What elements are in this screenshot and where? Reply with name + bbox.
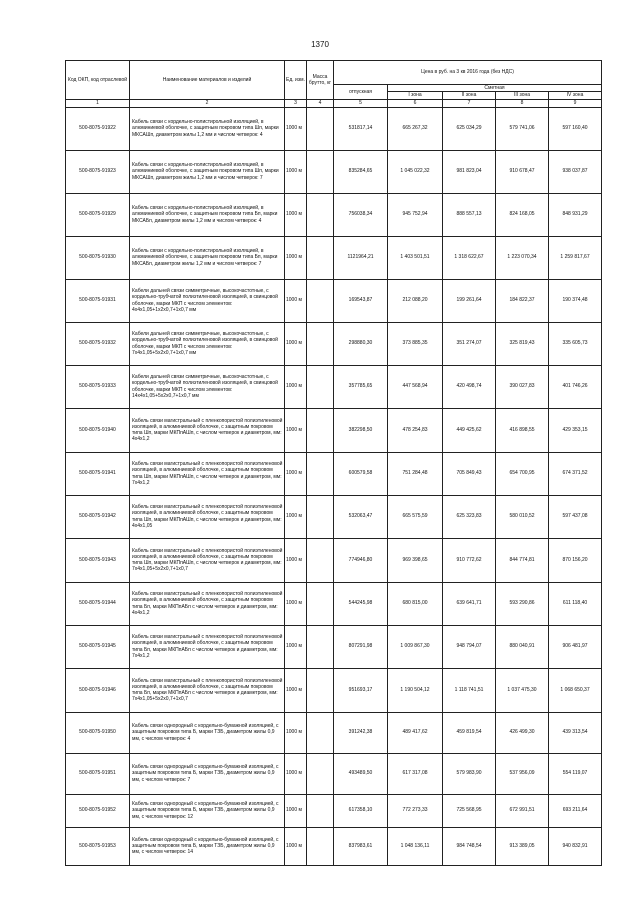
table-row <box>66 322 602 365</box>
col-number: 3 <box>285 99 307 107</box>
item-code: 500-8075-91944 <box>66 582 130 625</box>
price-zone-2: 725 568,95 <box>443 794 496 827</box>
table-row <box>66 107 602 150</box>
price-zone-3: 390 027,83 <box>496 365 549 408</box>
item-code: 500-8075-91930 <box>66 236 130 279</box>
price-zone-4: 870 156,20 <box>549 538 602 582</box>
price-zone-4: 848 931,29 <box>549 193 602 236</box>
price-zone-4: 693 211,64 <box>549 794 602 827</box>
table-row <box>66 408 602 452</box>
price-zone-1: 772 273,33 <box>388 794 443 827</box>
price-zone-1: 1 403 501,51 <box>388 236 443 279</box>
item-mass <box>307 322 334 365</box>
header-zone-3: III зона <box>496 92 549 99</box>
header-zone-1: I зона <box>388 92 443 99</box>
price-zone-1: 1 045 022,32 <box>388 150 443 193</box>
price-zone-2: 910 772,62 <box>443 538 496 582</box>
price-zone-1: 447 568,94 <box>388 365 443 408</box>
price-release: 807291,98 <box>334 625 388 668</box>
price-zone-1: 1 009 867,30 <box>388 625 443 668</box>
price-zone-4: 597 437,08 <box>549 495 602 538</box>
price-release: 169543,87 <box>334 279 388 322</box>
price-zone-3: 426 499,30 <box>496 712 549 753</box>
table-row <box>66 538 602 582</box>
price-release: 531817,14 <box>334 107 388 150</box>
price-zone-3: 880 040,91 <box>496 625 549 668</box>
item-name: Кабель связи однородный с кордельно-бумажной изоляцией, с защитным покровом типа Б, марки ТЗБ, диаметром жилы 0,9 мм, с числом четверок: 7 <box>130 753 285 794</box>
item-unit: 1000 м <box>285 365 307 408</box>
item-code: 500-8075-91929 <box>66 193 130 236</box>
price-zone-2: 705 849,43 <box>443 452 496 495</box>
item-unit: 1000 м <box>285 712 307 753</box>
item-code: 500-8075-91946 <box>66 668 130 712</box>
col-number: 8 <box>496 99 549 107</box>
price-zone-4: 401 746,26 <box>549 365 602 408</box>
item-code: 500-8075-91950 <box>66 712 130 753</box>
item-unit: 1000 м <box>285 753 307 794</box>
price-zone-1: 665 267,32 <box>388 107 443 150</box>
price-zone-4: 439 313,54 <box>549 712 602 753</box>
item-unit: 1000 м <box>285 408 307 452</box>
item-unit: 1000 м <box>285 107 307 150</box>
table-row <box>66 668 602 712</box>
item-mass <box>307 150 334 193</box>
price-zone-4: 335 605,73 <box>549 322 602 365</box>
price-release: 756038,34 <box>334 193 388 236</box>
item-code: 500-8075-91943 <box>66 538 130 582</box>
price-release: 774946,80 <box>334 538 388 582</box>
price-zone-3: 1 223 070,34 <box>496 236 549 279</box>
item-unit: 1000 м <box>285 668 307 712</box>
item-name: Кабель связи однородный с кордельно-бумажной изоляцией, с защитным покровом типа Б, марки ТЗБ, диаметром жилы 0,9 мм, с числом четверок: 12 <box>130 794 285 827</box>
price-zone-1: 373 885,35 <box>388 322 443 365</box>
item-unit: 1000 м <box>285 495 307 538</box>
item-name: Кабель связи с кордельно-полистирольной изоляцией, в алюминиевой оболочке, с защитным покровом типа Шп, марки МКСАШп, диаметром жилы 1,2 мм и числом четверок: 4 <box>130 107 285 150</box>
price-zone-2: 981 823,04 <box>443 150 496 193</box>
item-code: 500-8075-91932 <box>66 322 130 365</box>
item-name: Кабель связи магистральный с пленкопористой полиэтиленовой изоляцией, в алюминиевой оболочке, с защитным покровом типа Бп, марки МКПпАБп с числом четверок и диаметром, мм: 4х4х1,2 <box>130 582 285 625</box>
price-release: 951693,17 <box>334 668 388 712</box>
price-zone-3: 537 956,09 <box>496 753 549 794</box>
item-unit: 1000 м <box>285 193 307 236</box>
item-mass <box>307 538 334 582</box>
header-estimated: Сметная <box>388 85 602 92</box>
price-release: 532063,47 <box>334 495 388 538</box>
price-release: 1121964,21 <box>334 236 388 279</box>
price-zone-2: 984 748,54 <box>443 827 496 865</box>
price-zone-3: 654 700,95 <box>496 452 549 495</box>
item-unit: 1000 м <box>285 279 307 322</box>
header-price-group: Цена в руб. на 3 кв 2016 года (без НДС) <box>334 61 602 85</box>
price-zone-3: 1 037 475,30 <box>496 668 549 712</box>
price-zone-1: 1 048 136,11 <box>388 827 443 865</box>
item-mass <box>307 753 334 794</box>
price-table <box>65 60 602 866</box>
item-unit: 1000 м <box>285 236 307 279</box>
item-name: Кабель связи магистральный с пленкопористой полиэтиленовой изоляцией, в алюминиевой оболочке, с защитным покровом типа Бп, марки МКПпАБп с числом четверок и диаметром, мм: 7х4х1,05+5х2х0,7+1х0,7 <box>130 668 285 712</box>
page-number: 1370 <box>311 40 329 49</box>
item-mass <box>307 236 334 279</box>
price-zone-1: 680 815,00 <box>388 582 443 625</box>
table-row <box>66 827 602 865</box>
price-zone-3: 913 389,05 <box>496 827 549 865</box>
item-name: Кабель связи с кордельно-полистирольной изоляцией, в алюминиевой оболочке, с защитным покровом типа Шп, марки МКСАШп, диаметром жилы 1,2 мм и числом четверок: 7 <box>130 150 285 193</box>
price-zone-1: 478 254,83 <box>388 408 443 452</box>
table-row <box>66 236 602 279</box>
price-zone-4: 940 832,91 <box>549 827 602 865</box>
header-name: Наименование материалов и изделий <box>130 61 285 100</box>
item-name: Кабели дальней связи симметричные, высокочастотные, с кордельно-трубчатой полиэтиленовой изоляцией, в свинцовой оболочке, марки МКП с числом элементов: 4х4х1,05+1х2х0,7+1х0,7 мм <box>130 279 285 322</box>
table-row <box>66 753 602 794</box>
price-release: 837983,61 <box>334 827 388 865</box>
price-zone-3: 580 010,52 <box>496 495 549 538</box>
price-zone-2: 1 118 741,51 <box>443 668 496 712</box>
price-zone-2: 351 274,07 <box>443 322 496 365</box>
table-row <box>66 495 602 538</box>
price-zone-4: 554 119,07 <box>549 753 602 794</box>
col-number: 9 <box>549 99 602 107</box>
price-release: 600579,58 <box>334 452 388 495</box>
col-number: 4 <box>307 99 334 107</box>
price-zone-1: 969 398,65 <box>388 538 443 582</box>
price-release: 493489,50 <box>334 753 388 794</box>
price-zone-4: 597 160,40 <box>549 107 602 150</box>
item-code: 500-8075-91953 <box>66 827 130 865</box>
item-name: Кабель связи магистральный с пленкопористой полиэтиленовой изоляцией, в алюминиевой оболочке, с защитным покровом типа Шп, марки МКПпАШп, с числом четверок и диаметром, мм: 4х4х1,2 <box>130 408 285 452</box>
item-code: 500-8075-91922 <box>66 107 130 150</box>
item-mass <box>307 365 334 408</box>
item-code: 500-8075-91952 <box>66 794 130 827</box>
price-zone-3: 325 819,43 <box>496 322 549 365</box>
item-name: Кабель связи магистральный с пленкопористой полиэтиленовой изоляцией, в алюминиевой оболочке, с защитным покровом типа Шп, марки МКПпАШп, с числом четверок и диаметром, мм: 7х4х1,2 <box>130 452 285 495</box>
item-mass <box>307 582 334 625</box>
price-release: 357785,65 <box>334 365 388 408</box>
price-zone-3: 416 898,55 <box>496 408 549 452</box>
item-mass <box>307 107 334 150</box>
header-mass: Масса брутто, кг <box>307 61 334 100</box>
header-code: Код ОКП, код отраслевой <box>66 61 130 100</box>
item-code: 500-8075-91923 <box>66 150 130 193</box>
item-mass <box>307 279 334 322</box>
item-code: 500-8075-91933 <box>66 365 130 408</box>
item-unit: 1000 м <box>285 322 307 365</box>
price-zone-2: 948 794,07 <box>443 625 496 668</box>
price-zone-3: 579 741,06 <box>496 107 549 150</box>
item-name: Кабель связи магистральный с пленкопористой полиэтиленовой изоляцией, в алюминиевой оболочке, с защитным покровом типа Шп, марки МКПпАШп, с числом четверок и диаметром, мм: 7х4х1,05+5х2х0,7+1х0,7 <box>130 538 285 582</box>
item-name: Кабели дальней связи симметричные, высокочастотные, с кордельно-трубчатой полиэтиленовой изоляцией, в свинцовой оболочке, марки МКП с числом элементов: 14х4х1,05+5х2х0,7+1х0,7 мм <box>130 365 285 408</box>
price-zone-1: 945 752,94 <box>388 193 443 236</box>
price-release: 617358,10 <box>334 794 388 827</box>
item-code: 500-8075-91942 <box>66 495 130 538</box>
item-code: 500-8075-91940 <box>66 408 130 452</box>
item-unit: 1000 м <box>285 150 307 193</box>
price-zone-4: 611 118,40 <box>549 582 602 625</box>
price-zone-1: 665 575,59 <box>388 495 443 538</box>
item-code: 500-8075-91931 <box>66 279 130 322</box>
item-unit: 1000 м <box>285 827 307 865</box>
item-code: 500-8075-91945 <box>66 625 130 668</box>
table-row <box>66 794 602 827</box>
item-mass <box>307 452 334 495</box>
price-release: 391242,38 <box>334 712 388 753</box>
price-zone-3: 844 774,81 <box>496 538 549 582</box>
item-mass <box>307 193 334 236</box>
item-mass <box>307 408 334 452</box>
price-zone-4: 906 481,97 <box>549 625 602 668</box>
price-release: 298880,30 <box>334 322 388 365</box>
table-row <box>66 365 602 408</box>
price-zone-2: 459 819,54 <box>443 712 496 753</box>
item-mass <box>307 625 334 668</box>
item-code: 500-8075-91941 <box>66 452 130 495</box>
price-zone-4: 674 371,52 <box>549 452 602 495</box>
table-row <box>66 582 602 625</box>
table-row <box>66 193 602 236</box>
col-number: 6 <box>388 99 443 107</box>
table-row <box>66 279 602 322</box>
header-release: отпускная <box>334 85 388 100</box>
item-code: 500-8075-91951 <box>66 753 130 794</box>
price-zone-3: 593 290,86 <box>496 582 549 625</box>
item-mass <box>307 495 334 538</box>
item-unit: 1000 м <box>285 582 307 625</box>
table-row <box>66 625 602 668</box>
price-zone-4: 190 374,48 <box>549 279 602 322</box>
price-zone-3: 184 822,37 <box>496 279 549 322</box>
price-zone-2: 1 318 622,67 <box>443 236 496 279</box>
price-zone-2: 579 983,90 <box>443 753 496 794</box>
item-mass <box>307 827 334 865</box>
col-number: 7 <box>443 99 496 107</box>
col-number: 5 <box>334 99 388 107</box>
item-mass <box>307 794 334 827</box>
price-zone-4: 1 259 817,67 <box>549 236 602 279</box>
price-release: 382298,50 <box>334 408 388 452</box>
price-zone-1: 489 417,62 <box>388 712 443 753</box>
item-name: Кабель связи с кордельно-полистирольной изоляцией, в алюминиевой оболочке, с защитным покровом типа Бп, марки МКСАБп, диаметром жилы 1,2 мм и числом четверок: 7 <box>130 236 285 279</box>
price-zone-2: 625 034,29 <box>443 107 496 150</box>
item-name: Кабель связи магистральный с пленкопористой полиэтиленовой изоляцией, в алюминиевой оболочке, с защитным покровом типа Шп, марки МКПпАШп, с числом четверок и диаметром, мм: 4х4х1,05 <box>130 495 285 538</box>
table-row <box>66 452 602 495</box>
col-number: 1 <box>66 99 130 107</box>
price-zone-3: 824 168,05 <box>496 193 549 236</box>
header-unit: Ед. изм. <box>285 61 307 100</box>
item-name: Кабель связи магистральный с пленкопористой полиэтиленовой изоляцией, в алюминиевой оболочке, с защитным покровом типа Бп, марки МКПпАБп с числом четверок и диаметром, мм: 7х4х1,2 <box>130 625 285 668</box>
item-name: Кабели дальней связи симметричные, высокочастотные, с кордельно-трубчатой полиэтиленовой изоляцией, в свинцовой оболочке, марки МКП с числом элементов: 7х4х1,05+5х2х0,7+1х0,7 мм <box>130 322 285 365</box>
item-name: Кабель связи однородный с кордельно-бумажной изоляцией, с защитным покровом типа Б, марки ТЗБ, диаметром жилы 0,9 мм, с числом четверок: 4 <box>130 712 285 753</box>
table-row <box>66 150 602 193</box>
price-zone-2: 888 557,13 <box>443 193 496 236</box>
table-header <box>66 61 602 108</box>
price-release: 544245,98 <box>334 582 388 625</box>
price-zone-2: 625 323,83 <box>443 495 496 538</box>
item-mass <box>307 712 334 753</box>
item-unit: 1000 м <box>285 452 307 495</box>
item-name: Кабель связи с кордельно-полистирольной изоляцией, в алюминиевой оболочке, с защитным покровом типа Бп, марки МКСАБп, диаметром жилы 1,2 мм и числом четверок: 4 <box>130 193 285 236</box>
table-row <box>66 712 602 753</box>
column-number-row <box>66 99 602 107</box>
price-zone-3: 910 678,47 <box>496 150 549 193</box>
col-number: 2 <box>130 99 285 107</box>
price-zone-2: 639 641,71 <box>443 582 496 625</box>
table-body <box>66 107 602 865</box>
price-zone-1: 751 284,48 <box>388 452 443 495</box>
item-mass <box>307 668 334 712</box>
price-zone-2: 199 261,64 <box>443 279 496 322</box>
item-unit: 1000 м <box>285 794 307 827</box>
price-zone-1: 1 190 504,12 <box>388 668 443 712</box>
item-unit: 1000 м <box>285 538 307 582</box>
price-zone-3: 672 991,51 <box>496 794 549 827</box>
header-zone-2: II зона <box>443 92 496 99</box>
item-unit: 1000 м <box>285 625 307 668</box>
price-zone-2: 420 498,74 <box>443 365 496 408</box>
price-zone-4: 1 068 650,37 <box>549 668 602 712</box>
price-release: 835284,65 <box>334 150 388 193</box>
price-zone-4: 429 353,15 <box>549 408 602 452</box>
price-zone-4: 938 037,87 <box>549 150 602 193</box>
price-zone-2: 449 425,62 <box>443 408 496 452</box>
header-zone-4: IV зона <box>549 92 602 99</box>
price-zone-1: 617 317,08 <box>388 753 443 794</box>
price-zone-1: 212 088,20 <box>388 279 443 322</box>
item-name: Кабель связи однородный с кордельно-бумажной изоляцией, с защитным покровом типа Б, марки ТЗБ, диаметром жилы 0,9 мм, с числом четверок: 14 <box>130 827 285 865</box>
